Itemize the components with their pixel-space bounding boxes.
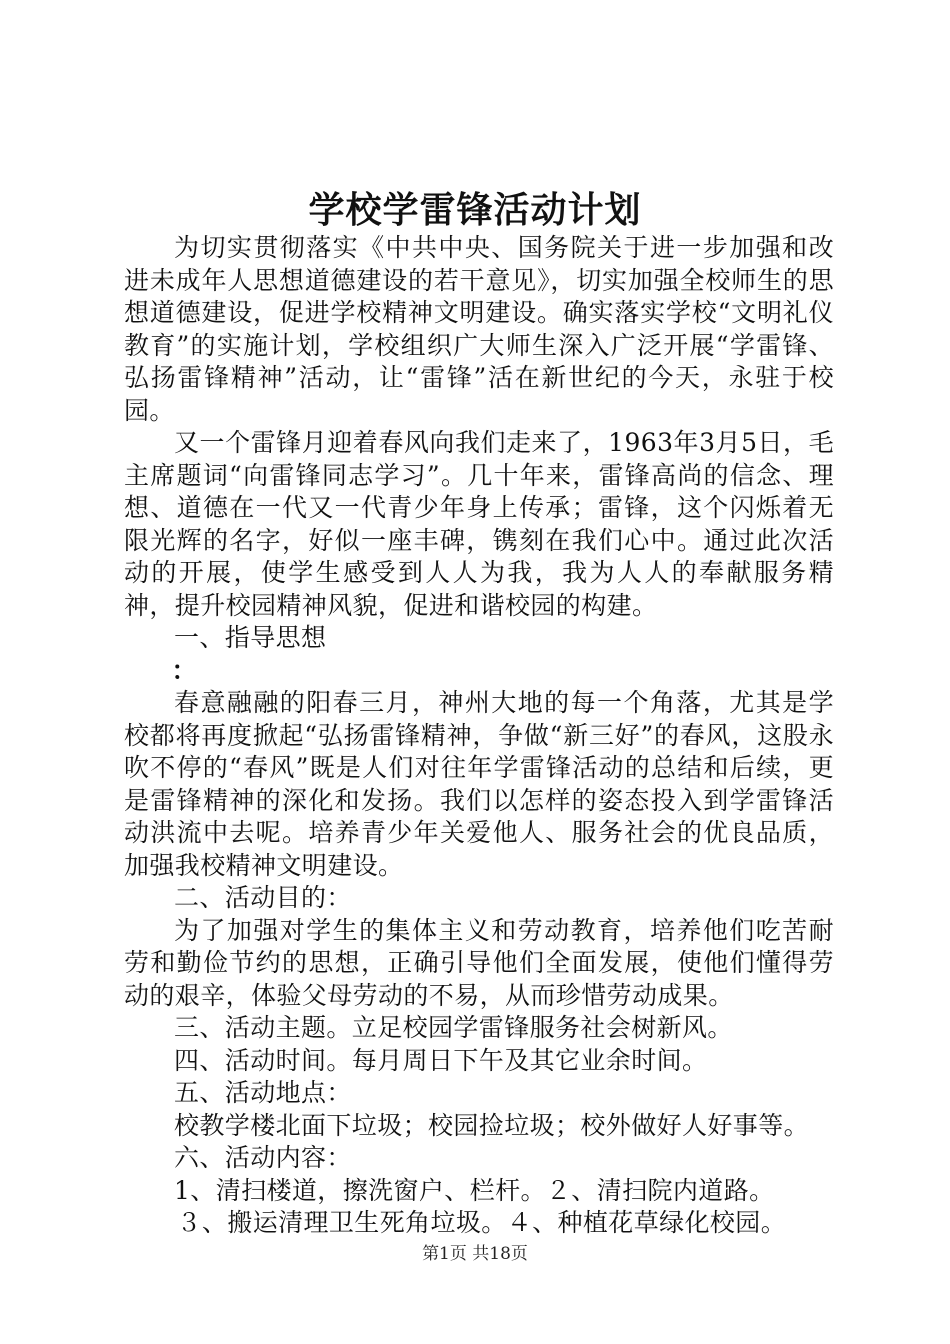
document-body: [124, 232, 834, 1240]
section-heading-purpose: 二、活动目的：: [174, 883, 352, 912]
section-time: 四、活动时间。每月周日下午及其它业余时间。: [174, 1045, 708, 1075]
page-number-footer: 第1页 共18页: [422, 1244, 528, 1264]
section-heading-location: 五、活动地点：: [174, 1078, 352, 1107]
section-heading-colon: ：: [171, 655, 197, 685]
page-title: 学校学雷锋活动计划: [308, 189, 642, 231]
activity-item-line: ３、搬运清理卫生死角垃圾。４、种植花草绿化校园。: [176, 1208, 787, 1237]
intro-paragraph: 为切实贯彻落实《中共中央、国务院关于进一步加强和改进未成年人思想道德建设的若干意见》，切实加强全校师生的思想道德建设，促进学校精神文明建设。确实落实学校“文明礼仪教育”的实施计划，学校组织广大师生深入广泛开展“学雷锋、弘扬雷锋精神”活动，让“雷锋”活在新世纪的今天，永驻于校园。: [124, 233, 834, 425]
section-heading-guiding-ideology: 一、指导思想: [174, 623, 327, 652]
activity-item-line: 1、清扫楼道，擦洗窗户、栏杆。２、清扫院内道路。: [174, 1175, 775, 1205]
section-heading-content: 六、活动内容：: [174, 1143, 352, 1172]
section-theme: 三、活动主题。立足校园学雷锋服务社会树新风。: [174, 1013, 733, 1042]
guiding-ideology-paragraph: 春意融融的阳春三月，神州大地的每一个角落，尤其是学校都将再度掀起“弘扬雷锋精神，争做“新三好”的春风，这股永吹不停的“春风”既是人们对往年学雷锋活动的总结和后续，更是雷锋精神的深化和发扬。我们以怎样的姿态投入到学雷锋活动洪流中去呢。培养青少年关爱他人、服务社会的优良品质，加强我校精神文明建设。: [124, 688, 834, 880]
background-paragraph: 又一个雷锋月迎着春风向我们走来了，1963年3月5日，毛主席题词“向雷锋同志学习”。几十年来，雷锋高尚的信念、理想、道德在一代又一代青少年身上传承；雷锋，这个闪烁着无限光辉的名字，好似一座丰碑，镌刻在我们心中。通过此次活动的开展，使学生感受到人人为我，我为人人的奉献服务精神，提升校园精神风貌，促进和谐校园的构建。: [124, 428, 834, 620]
location-content: 校教学楼北面下垃圾；校园捡垃圾；校外做好人好事等。: [174, 1110, 810, 1140]
purpose-paragraph: 为了加强对学生的集体主义和劳动教育，培养他们吃苦耐劳和勤俭节约的思想，正确引导他们全面发展，使他们懂得劳动的艰辛，体验父母劳动的不易，从而珍惜劳动成果。: [124, 915, 834, 1010]
